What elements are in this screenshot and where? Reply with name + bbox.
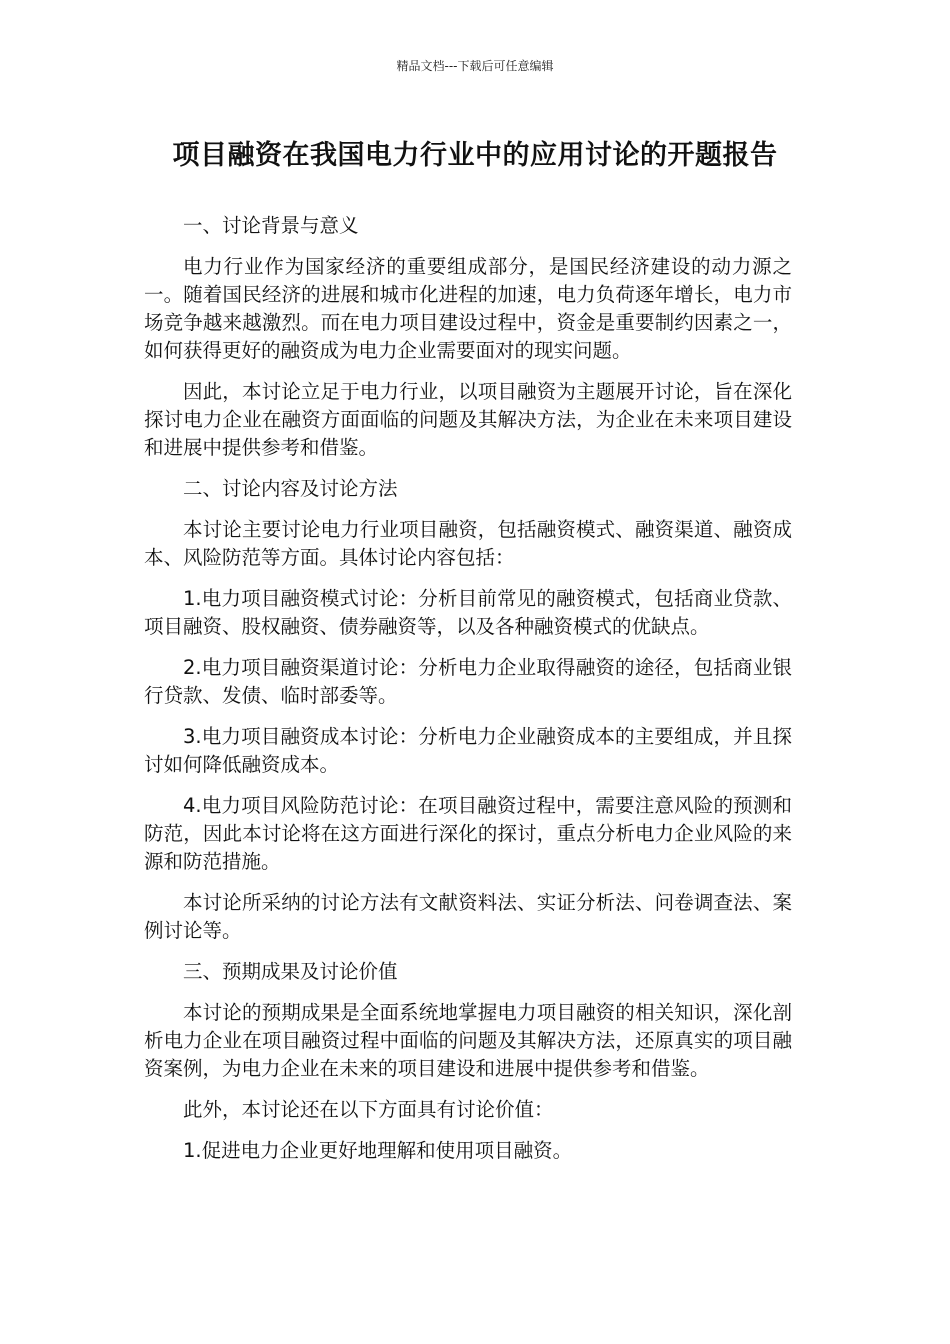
list-item-financing-modes: 1.电力项目融资模式讨论：分析目前常见的融资模式，包括商业贷款、项目融资、股权融资、债券融资等，以及各种融资模式的优缺点。 [144, 587, 792, 638]
header-note: 精品文档---下载后可任意编辑 [396, 59, 554, 73]
list-item-financing-costs: 3.电力项目融资成本讨论：分析电力企业融资成本的主要组成，并且探讨如何降低融资成本。 [144, 725, 792, 776]
paragraph-value-intro: 此外，本讨论还在以下方面具有讨论价值： [183, 1098, 554, 1121]
paragraph-purpose: 因此，本讨论立足于电力行业，以项目融资为主题展开讨论，旨在深化探讨电力企业在融资方面面临的问题及其解决方法，为企业在未来项目建设和进展中提供参考和借鉴。 [144, 380, 792, 459]
list-item-value-1: 1.促进电力企业更好地理解和使用项目融资。 [183, 1139, 573, 1162]
paragraph-background: 电力行业作为国家经济的重要组成部分，是国民经济建设的动力源之一。随着国民经济的进展和城市化进程的加速，电力负荷逐年增长，电力市场竞争越来越激烈。而在电力项目建设过程中，资金是重要制约因素之一，如何获得更好的融资成为电力企业需要面对的现实问题。 [144, 255, 792, 362]
paragraph-content-intro: 本讨论主要讨论电力行业项目融资，包括融资模式、融资渠道、融资成本、风险防范等方面。具体讨论内容包括： [144, 518, 792, 569]
document-body [144, 212, 792, 1178]
document-title: 项目融资在我国电力行业中的应用讨论的开题报告 [172, 140, 778, 171]
section-heading-1: 一、讨论背景与意义 [183, 214, 359, 237]
paragraph-expected-results: 本讨论的预期成果是全面系统地掌握电力项目融资的相关知识，深化剖析电力企业在项目融资过程中面临的问题及其解决方法，还原真实的项目融资案例，为电力企业在未来的项目建设和进展中提供参考和借鉴。 [144, 1001, 792, 1080]
list-item-financing-channels: 2.电力项目融资渠道讨论：分析电力企业取得融资的途径，包括商业银行贷款、发债、临时部委等。 [144, 656, 792, 707]
list-item-risk-prevention: 4.电力项目风险防范讨论：在项目融资过程中，需要注意风险的预测和防范，因此本讨论将在这方面进行深化的探讨，重点分析电力企业风险的来源和防范措施。 [144, 794, 792, 873]
section-heading-2: 二、讨论内容及讨论方法 [183, 477, 398, 500]
paragraph-methods: 本讨论所采纳的讨论方法有文献资料法、实证分析法、问卷调查法、案例讨论等。 [144, 891, 792, 942]
section-heading-3: 三、预期成果及讨论价值 [183, 960, 398, 983]
